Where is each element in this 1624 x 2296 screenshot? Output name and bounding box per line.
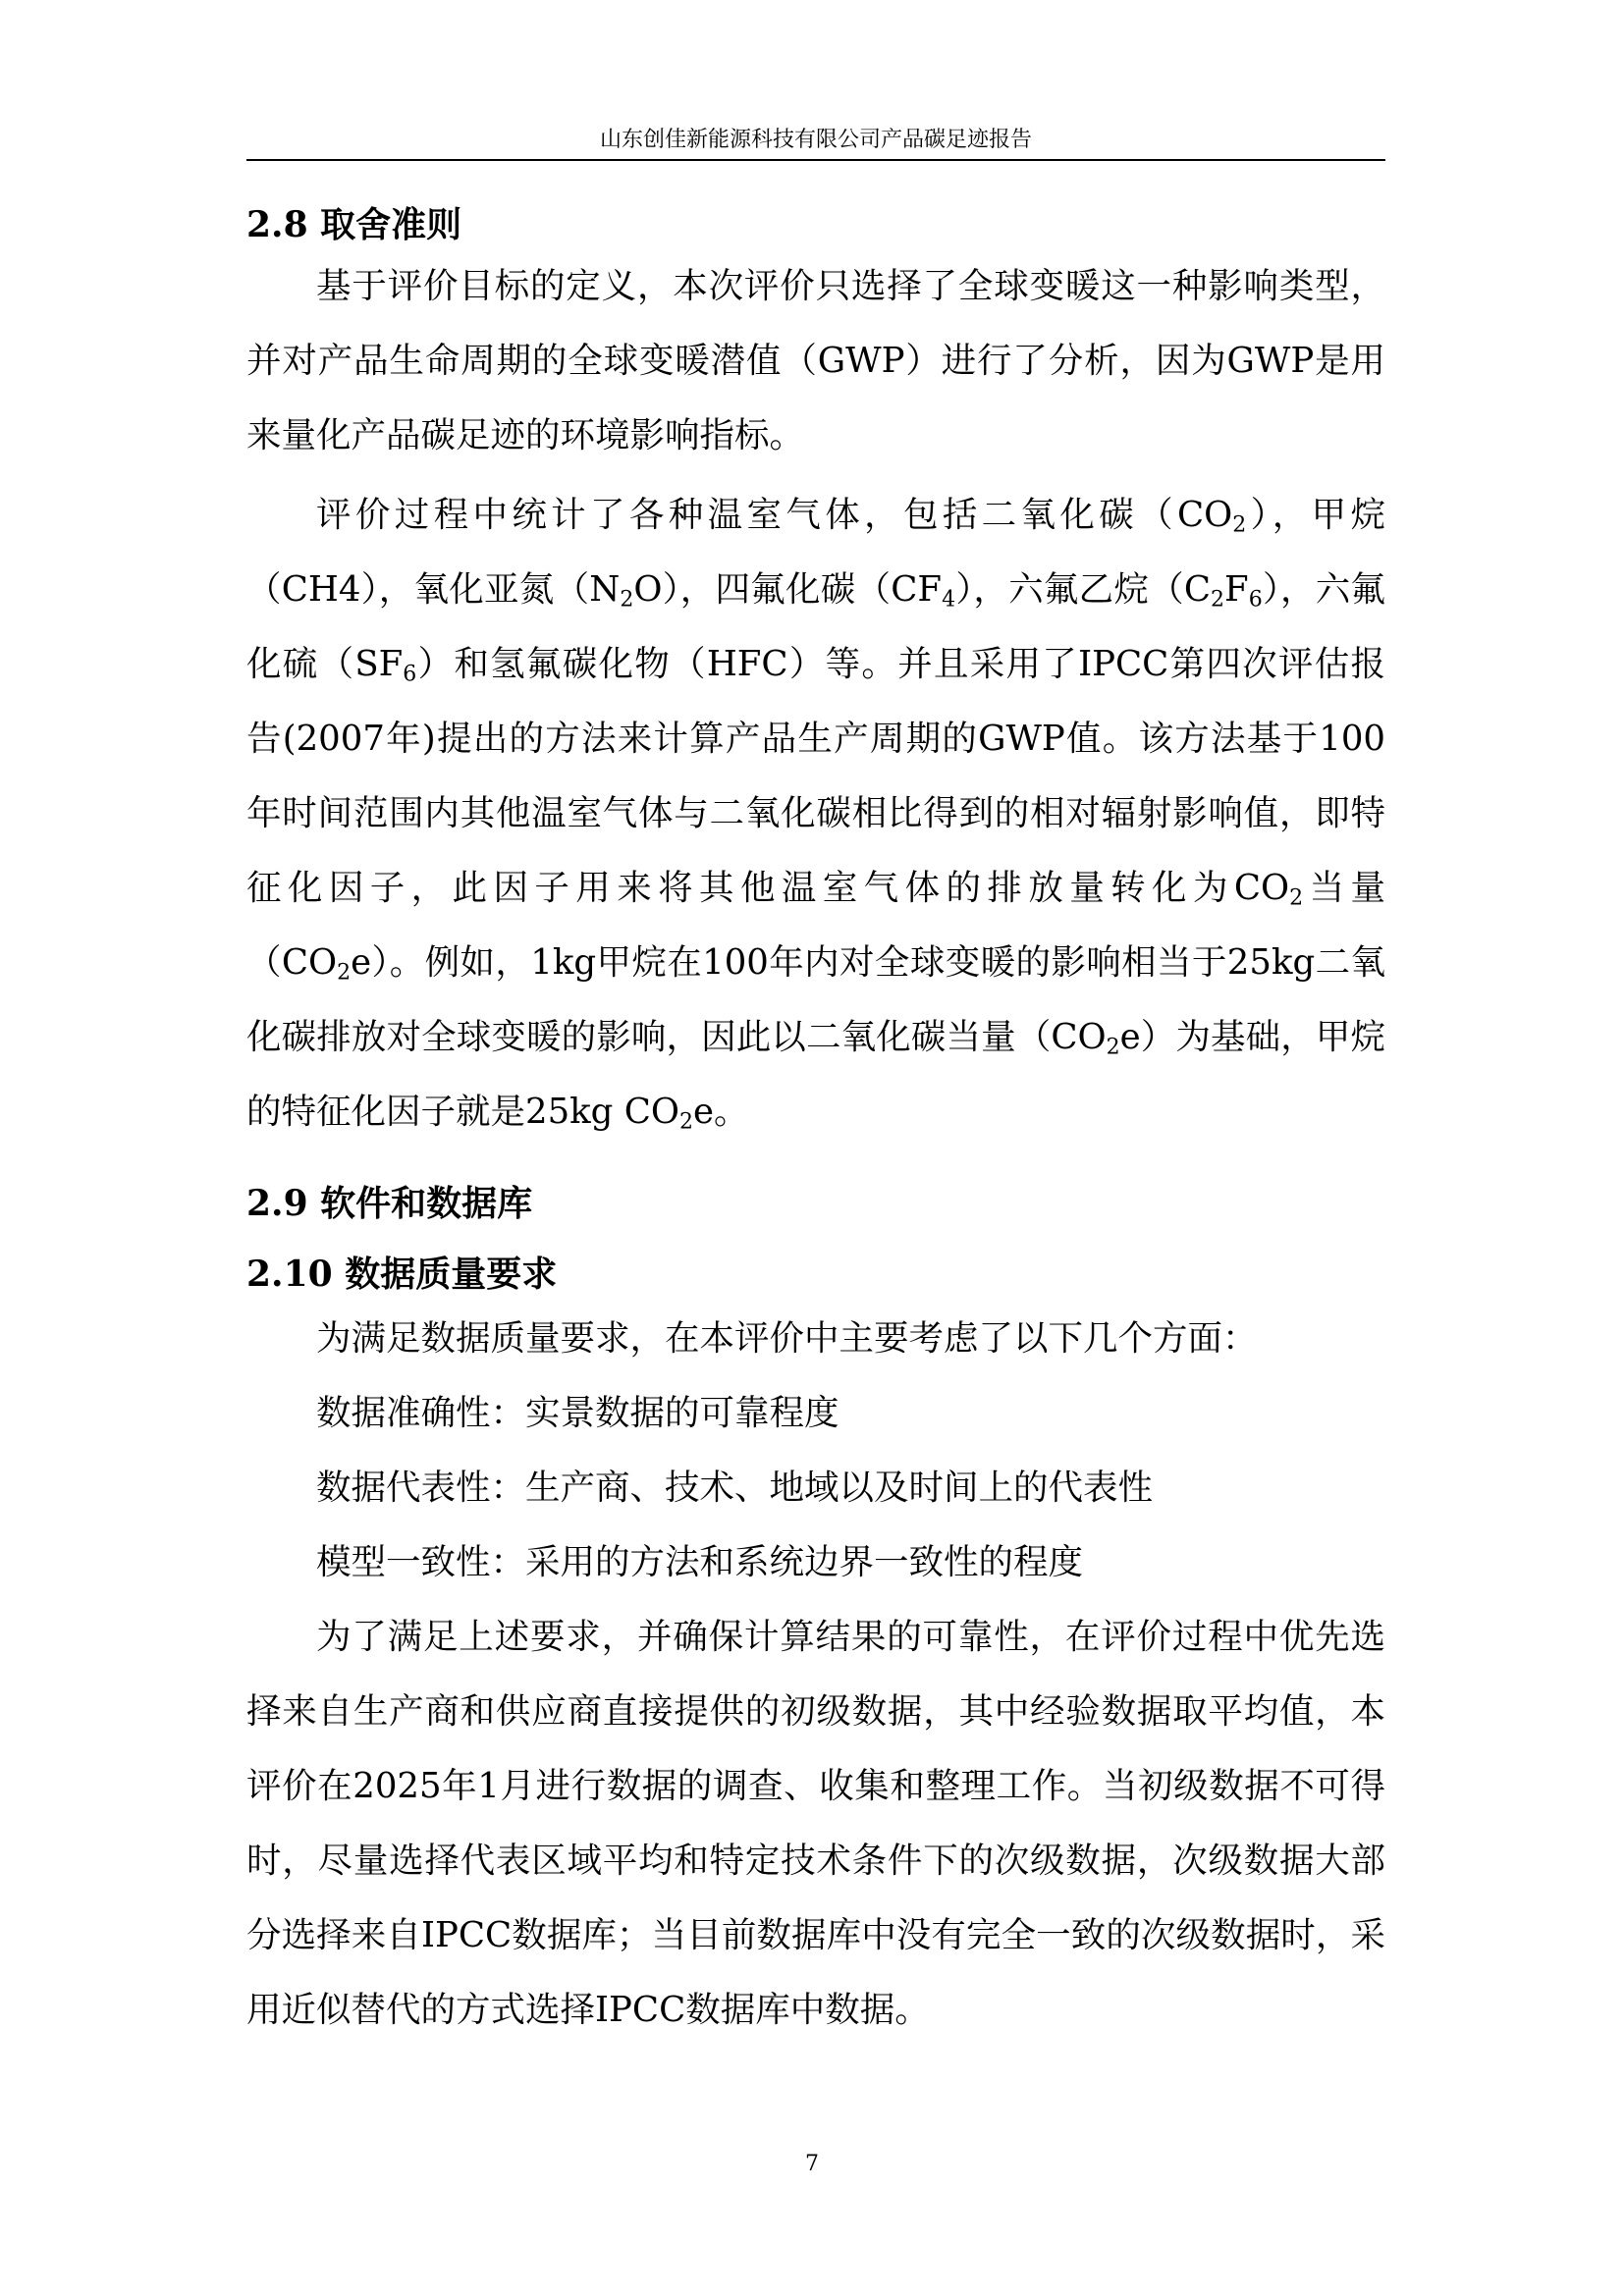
page-header: 山东创佳新能源科技有限公司产品碳足迹报告	[246, 122, 1385, 161]
page-number: 7	[805, 2152, 819, 2176]
paragraph-data-sources: 为了满足上述要求，并确保计算结果的可靠性，在评价过程中优先选择来自生产商和供应商直接提供的初级数据，其中经验数据取平均值，本评价在2025年1月进行数据的调查、收集和整理工作。当初级数据不可得时，尽量选择代表区域平均和特定技术条件下的次级数据，次级数据大部分选择来自IPCC数据库；当目前数据库中没有完全一致的次级数据时，采用近似替代的方式选择IPCC数据库中数据。	[246, 1617, 1385, 2030]
data-quality-intro: 为满足数据质量要求，在本评价中主要考虑了以下几个方面：	[316, 1318, 1258, 1359]
data-quality-item-consistency: 模型一致性：采用的方法和系统边界一致性的程度	[316, 1542, 1084, 1582]
section-heading-2-8: 2.8 取舍准则	[246, 204, 462, 245]
section-heading-2-10: 2.10 数据质量要求	[246, 1254, 558, 1295]
paragraph-greenhouse-gases: 评价过程中统计了各种温室气体，包括二氧化碳$(CO_2)$，甲烷（CH4），氧化亚氮$(N_2O)$，四氟化碳$(CF_4)$，六氟乙烷$(C_2F_6)$，六氟化硫$(SF_6)$和氢氟碳化物（HFC）等。并且采用了IPCC第四次评估报告(2007年)提出的方法来计算产品生产周期的GWP值。该方法基于100年时间范围内其他温室气体与二氧化碳相比得到的相对辐射影响值，即特征化因子，此因子用来将其他温室气体的排放量转化为$CO_2$当量$(CO_2e)$。例如，1kg甲烷在100年内对全球变暖的影响相当于25kg二氧化碳排放对全球变暖的影响，因此以二氧化碳当量$(CO_2e)$为基础，甲烷的特征化因子就是25kg $CO_2e$。	[246, 495, 1385, 1135]
data-quality-item-representativeness: 数据代表性：生产商、技术、地域以及时间上的代表性	[316, 1468, 1154, 1508]
paragraph-gwp-definition: 基于评价目标的定义，本次评价只选择了全球变暖这一种影响类型，并对产品生命周期的全球变暖潜值（GWP）进行了分析，因为GWP是用来量化产品碳足迹的环境影响指标。	[246, 266, 1385, 455]
data-quality-item-accuracy: 数据准确性：实景数据的可靠程度	[316, 1393, 839, 1433]
section-heading-2-9: 2.9 软件和数据库	[246, 1183, 533, 1224]
